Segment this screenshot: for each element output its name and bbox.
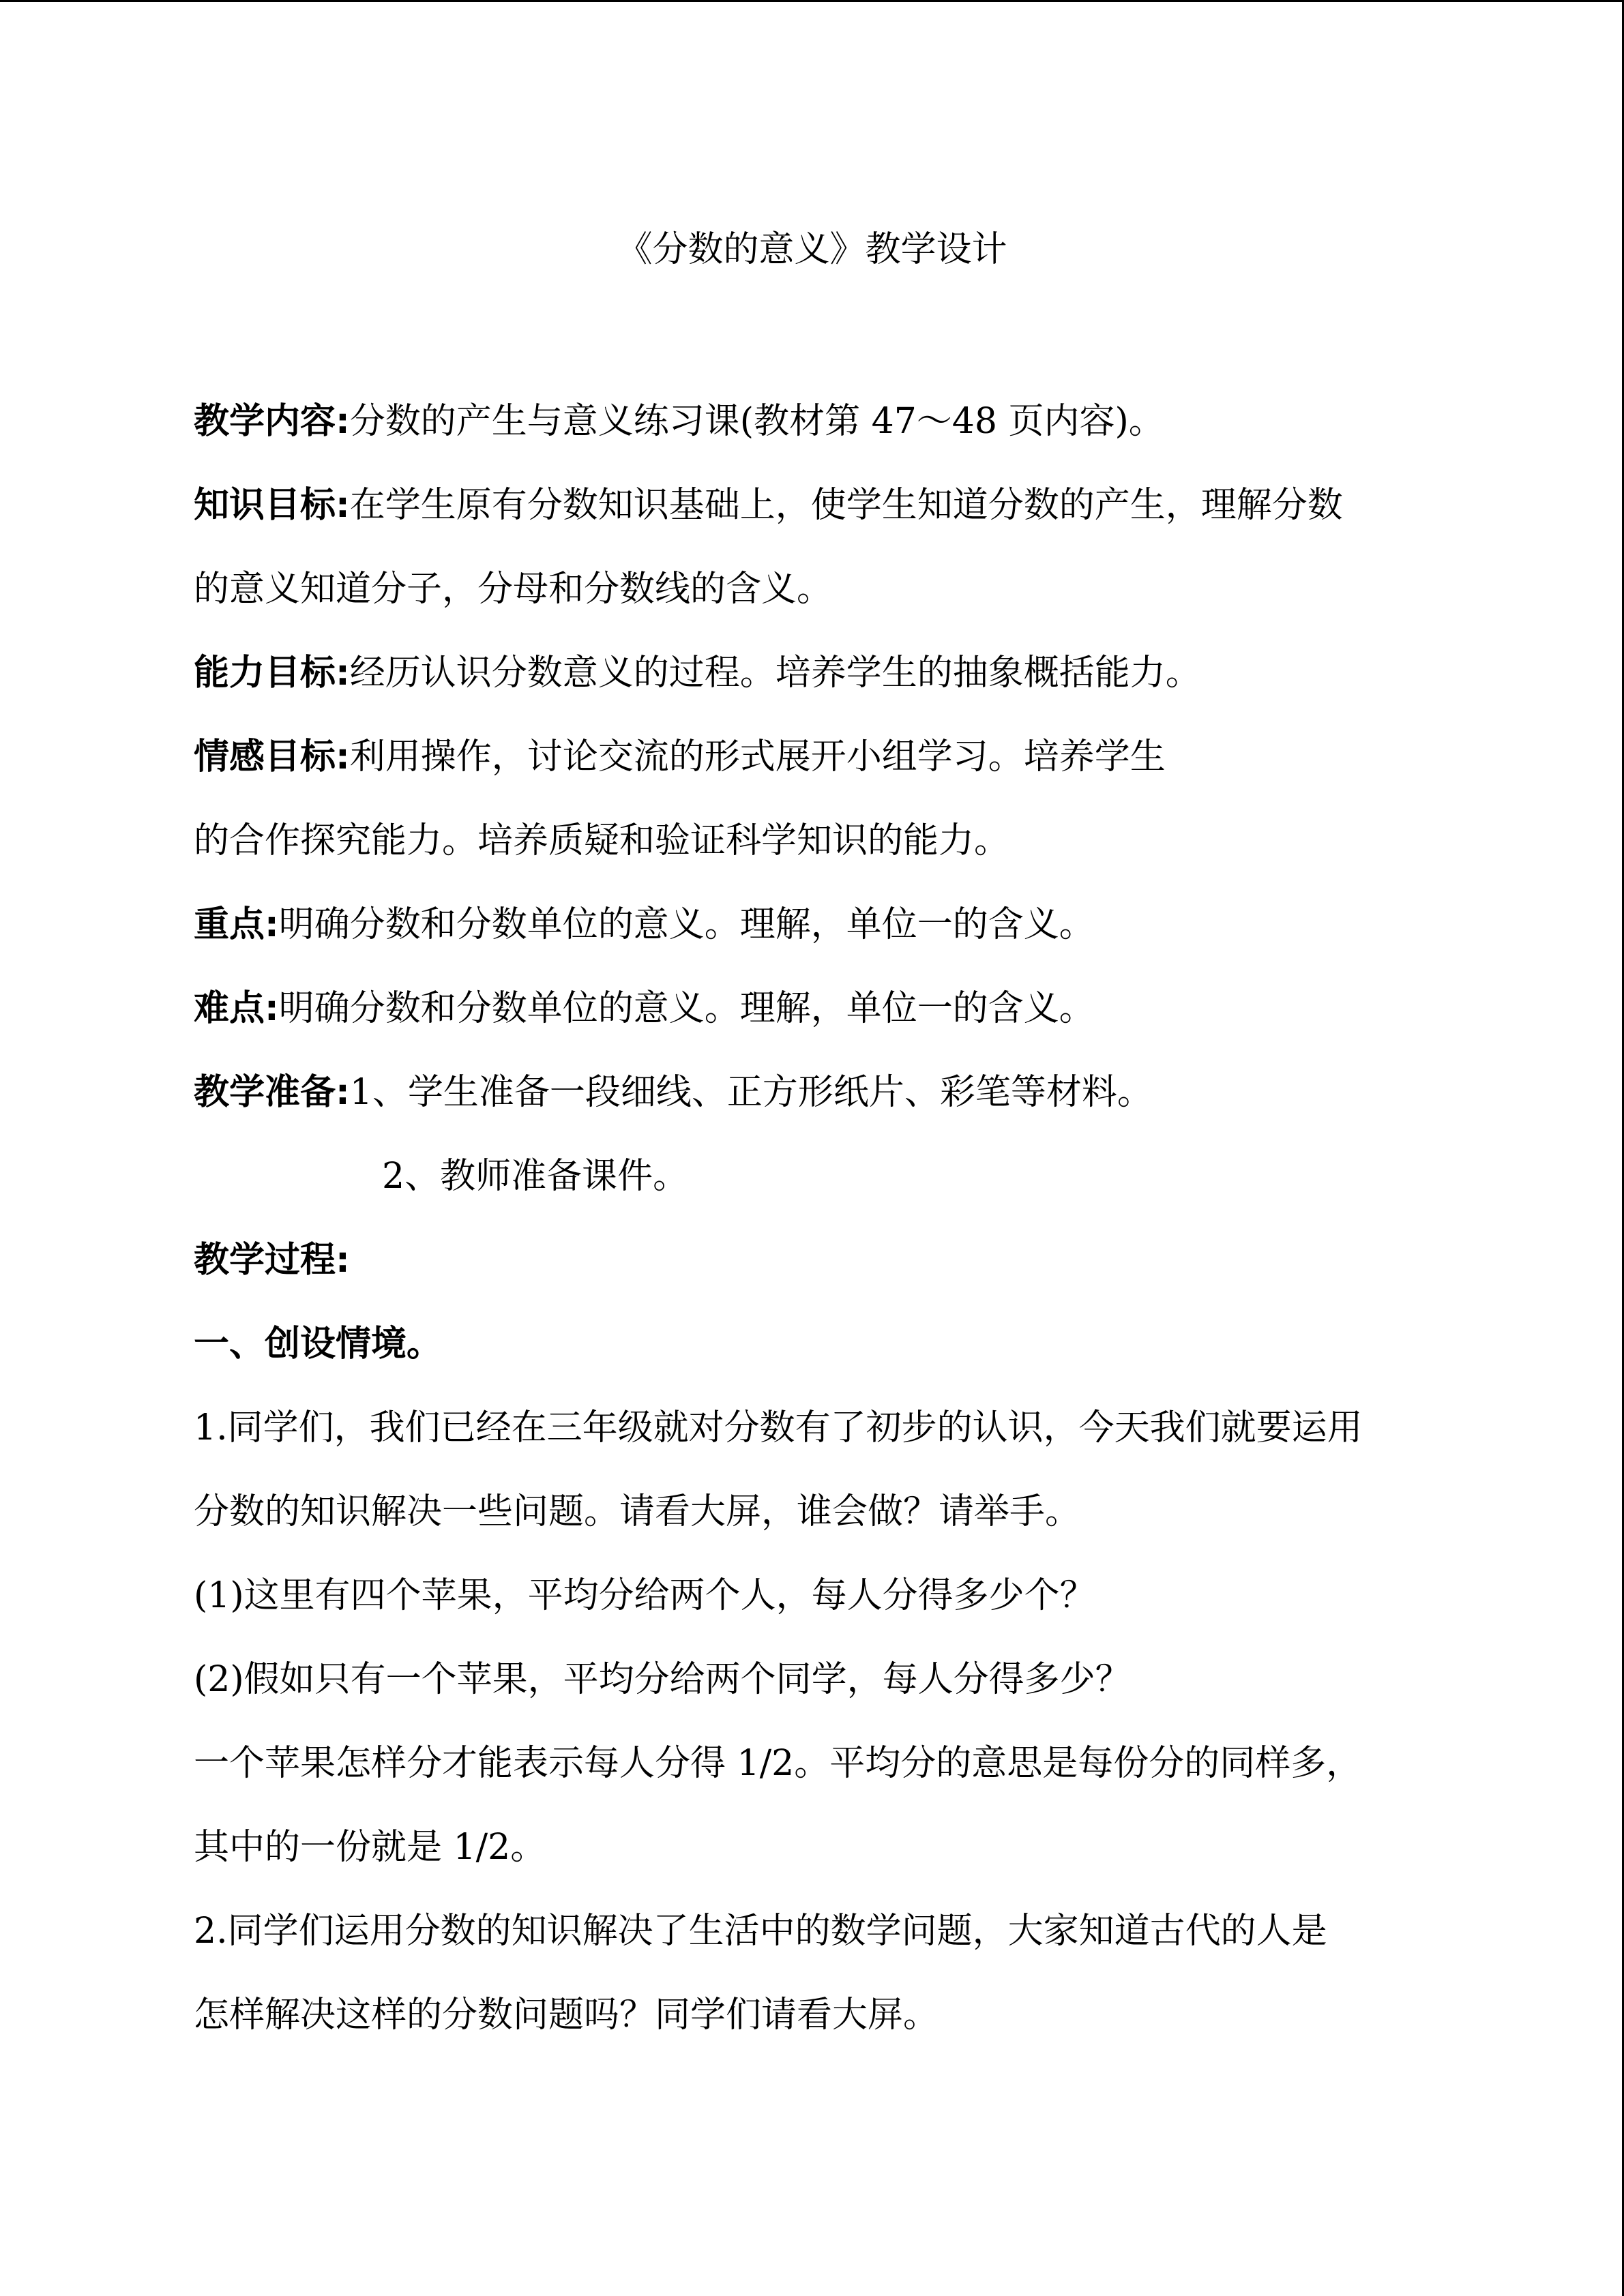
line-ability-goal	[194, 644, 1201, 702]
line-label: 教学内容:	[194, 401, 350, 442]
line-emotion-goal-cont	[194, 812, 1009, 869]
line-text: 分数的产生与意义练习课(教材第 47～48 页内容)。	[349, 401, 1164, 442]
line-text: 分数的知识解决一些问题。请看大屏，谁会做？请举手。	[194, 1491, 1081, 1532]
line-text: 的意义知道分子，分母和分数线的含义。	[194, 569, 833, 610]
line-key-point	[194, 896, 1095, 953]
line-teaching-content	[194, 393, 1164, 450]
line-text: 经历认识分数意义的过程。培养学生的抽象概括能力。	[349, 653, 1201, 694]
paragraph-line	[194, 1567, 1095, 1624]
line-label: 教学准备:	[194, 1072, 350, 1113]
line-text: 利用操作，讨论交流的形式展开小组学习。培养学生	[349, 736, 1166, 777]
line-text: 其中的一份就是 1/2。	[194, 1827, 546, 1868]
line-emotion-goal	[194, 728, 1166, 786]
line-text: 2、教师准备课件。	[382, 1156, 689, 1197]
line-text: 1、学生准备一段细线、正方形纸片、彩笔等材料。	[349, 1072, 1153, 1113]
line-label: 教学过程:	[194, 1240, 350, 1281]
line-text: 明确分数和分数单位的意义。理解，单位一的含义。	[278, 904, 1095, 945]
line-label: 能力目标:	[194, 653, 350, 694]
paragraph-line	[194, 1819, 546, 1876]
line-label: 难点:	[194, 988, 279, 1029]
section-label: 一、创设情境。	[194, 1324, 443, 1365]
line-text: 一个苹果怎样分才能表示每人分得 1/2。平均分的意思是每份分的同样多，	[194, 1743, 1362, 1784]
line-knowledge-goal-cont	[194, 561, 832, 618]
line-text: (2)假如只有一个苹果，平均分给两个同学，每人分得多少？	[194, 1659, 1131, 1700]
line-difficulty	[194, 980, 1095, 1037]
line-preparation	[194, 1064, 1153, 1121]
paragraph-line	[194, 1651, 1131, 1708]
line-text: (1)这里有四个苹果，平均分给两个人，每人分得多少个？	[194, 1575, 1095, 1616]
paragraph-line	[194, 1986, 939, 2044]
document-title: 《分数的意义》教学设计	[617, 229, 1007, 270]
page-border-top	[0, 0, 1624, 2]
line-text: 明确分数和分数单位的意义。理解，单位一的含义。	[278, 988, 1095, 1029]
paragraph-line	[194, 1903, 1327, 1960]
line-label: 重点:	[194, 904, 279, 945]
paragraph-line	[194, 1483, 1080, 1540]
line-text: 2.同学们运用分数的知识解决了生活中的数学问题，大家知道古代的人是	[194, 1911, 1327, 1952]
line-preparation-item-2	[382, 1148, 688, 1205]
line-teaching-process	[194, 1232, 350, 1289]
line-text: 1.同学们，我们已经在三年级就对分数有了初步的认识，今天我们就要运用	[194, 1407, 1363, 1448]
paragraph-line	[194, 1399, 1363, 1457]
section-heading-1	[194, 1315, 442, 1373]
paragraph-line	[194, 1735, 1361, 1792]
line-label: 情感目标:	[194, 736, 350, 777]
line-text: 在学生原有分数知识基础上，使学生知道分数的产生，理解分数	[349, 485, 1343, 526]
line-knowledge-goal	[194, 477, 1343, 534]
line-label: 知识目标:	[194, 485, 350, 526]
line-text: 怎样解决这样的分数问题吗？同学们请看大屏。	[194, 1995, 939, 2036]
line-text: 的合作探究能力。培养质疑和验证科学知识的能力。	[194, 820, 1010, 861]
